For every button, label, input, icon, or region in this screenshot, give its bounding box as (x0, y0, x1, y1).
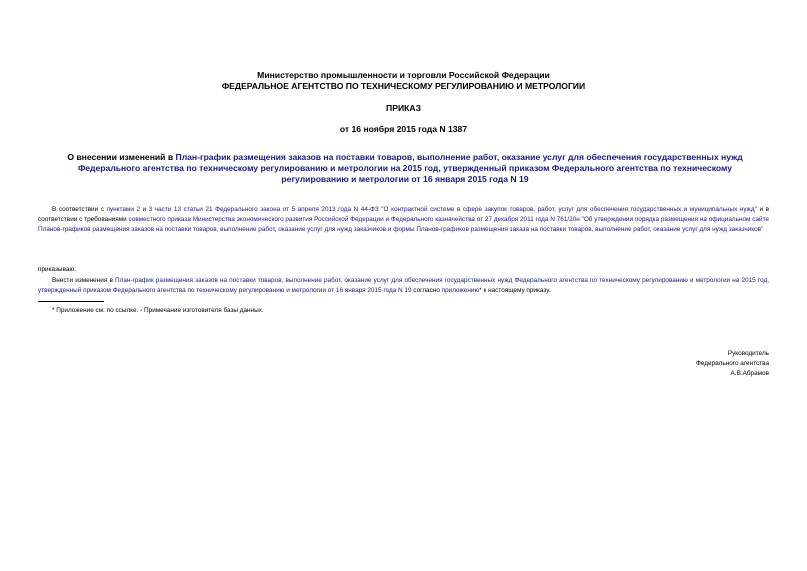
title-link[interactable]: План-график размещения заказов на поставки товаров, выполнение работ, оказание услуг для обеспечения государственных нужд Федерального агентства по техническому регулированию и метрологии на 2015 год, утвержденный приказом Федерального агентства по техническому регулированию и метрологии от 16 января 2015 года N 19 (77, 152, 743, 184)
p3-text-a: Внести изменения в (52, 277, 116, 284)
signature-position-line1: Руководитель (727, 350, 769, 357)
p1-text-a: В соответствии с (52, 206, 107, 213)
plan-schedule-link[interactable]: План-график размещения заказов на поставки товаров, выполнение работ, оказание услуг для обеспечения государственных нужд Федерального агентства по техническому регулированию и метрологии на 2015 год, утвержденный приказом Федерального агентства по техническому регулированию и метрологии от 16 января 2015 года N 19 (38, 277, 769, 294)
agency-name: ФЕДЕРАЛЬНОЕ АГЕНТСТВО ПО ТЕХНИЧЕСКОМУ РЕГУЛИРОВАНИЮ И МЕТРОЛОГИИ (221, 81, 586, 91)
title-prefix: О внесении изменений в (67, 152, 176, 162)
document-title (60, 152, 750, 185)
signature-name: А.В.Абрамов (730, 370, 769, 377)
law-44fz-link[interactable]: пунктами 2 и 3 части 13 статьи 21 Федерального закона от 5 апреля 2013 года N 44-ФЗ "О контрактной системе в сфере закупок товаров, работ, услуг для обеспечения государственных и муниципальных нужд" (106, 206, 757, 213)
p3-text-c: * к настоящему приказу. (479, 287, 551, 294)
document-date-number: от 16 ноября 2015 года N 1387 (339, 124, 468, 134)
order-word: приказываю: (38, 266, 76, 273)
paragraph-basis (38, 205, 769, 235)
footnote: * Приложение см. по ссылке. - Примечание изготовителя базы данных. (52, 307, 264, 314)
signature-position-line2: Федерального агентства (695, 360, 769, 367)
footnote-divider (38, 301, 104, 302)
p3-text-b: согласно (411, 287, 442, 294)
paragraph-order (38, 276, 769, 296)
ministry-name: Министерство промышленности и торговли Российской Федерации (257, 70, 550, 80)
appendix-link[interactable]: приложению (441, 287, 480, 294)
joint-order-link[interactable]: совместного приказа Министерства экономического развития Российской Федерации и Федерального казначейства от 27 декабря 2011 года N 761/20н "Об утверждении порядка размещения на официальном сайте Планов-графиков размещения заказов на поставки товаров, выполнение работ, оказание услуг для нужд заказчиков и формы Планов-графиков размещения заказа на поставки товаров, выполнение работ, оказание услуг для нужд заказчиков" (38, 216, 769, 233)
p1-text-b: и в соответствии с требованиями (38, 206, 769, 223)
document-type: ПРИКАЗ (386, 103, 421, 113)
